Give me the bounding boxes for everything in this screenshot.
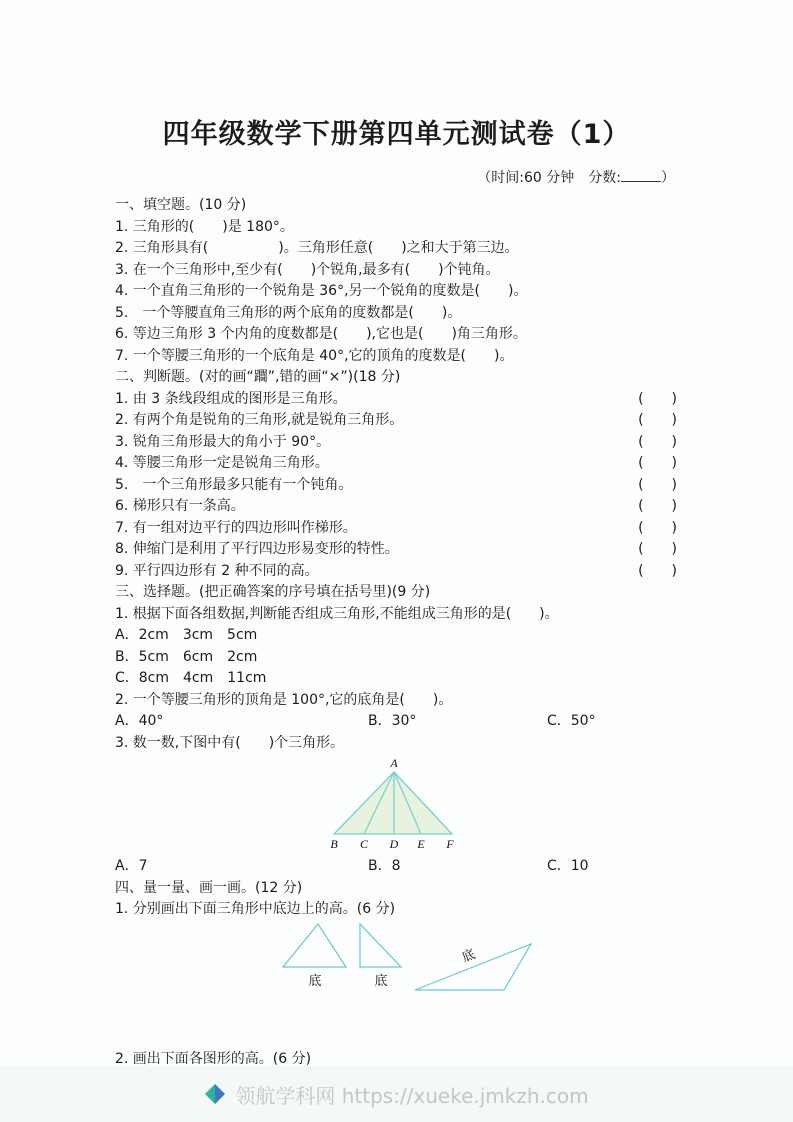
judge-item — [115, 475, 677, 497]
section4-heading: 四、量一量、画一画。(12 分) — [115, 879, 303, 896]
choice-options-row — [115, 856, 677, 878]
judge-item — [115, 496, 677, 518]
answer-bracket: ( ) — [638, 498, 677, 514]
section3-heading: 三、选择题。(把正确答案的序号填在括号里)(9 分) — [115, 584, 431, 600]
base-label: 底 — [460, 946, 478, 966]
fill-item: 2. 三角形具有( )。三角形任意( )之和大于第三边。 — [115, 240, 519, 256]
judge-text: 6. 梯形只有一条高。 — [115, 498, 245, 514]
triangle-shape — [360, 924, 401, 967]
paper-body — [0, 187, 793, 1070]
judge-text: 8. 伸缩门是利用了平行四边形易变形的特性。 — [115, 541, 399, 557]
vertex-label-F: F — [446, 837, 454, 851]
obtuse-triangle-svg — [414, 943, 540, 993]
meta-suffix: ） — [661, 170, 675, 186]
site-watermark — [0, 1066, 793, 1122]
answer-bracket: ( ) — [638, 541, 677, 557]
answer-bracket: ( ) — [638, 455, 677, 471]
answer-bracket: ( ) — [638, 412, 677, 428]
judge-item — [115, 432, 677, 454]
answer-bracket: ( ) — [638, 519, 677, 536]
fill-item: 6. 等边三角形 3 个内角的度数都是( ),它也是( )角三角形。 — [115, 326, 527, 342]
vertex-label-D: D — [389, 837, 399, 851]
base-label: 底 — [308, 974, 322, 989]
choice-option: B．8 — [368, 858, 401, 874]
fill-item: 3. 在一个三角形中,至少有( )个锐角,最多有( )个钝角。 — [115, 261, 500, 278]
triangle-figure-svg — [326, 756, 466, 852]
vertex-label-C: C — [359, 837, 369, 851]
judge-text: 3. 锐角三角形最大的角小于 90°。 — [115, 433, 331, 450]
triangle-shape — [283, 924, 346, 967]
logo-left-half — [205, 1084, 215, 1104]
choice-question-3: 3. 数一数,下图中有( )个三角形。 — [115, 734, 345, 751]
judge-item — [115, 518, 677, 540]
draw-question-2: 2. 画出下面各图形的高。(6 分) — [115, 1050, 312, 1067]
acute-triangle-svg — [282, 923, 348, 969]
score-blank — [621, 169, 661, 182]
logo-right-half — [215, 1084, 225, 1104]
fill-item: 4. 一个直角三角形的一个锐角是 36°,另一个锐角的度数是( )。 — [115, 283, 528, 299]
fill-item: 7. 一个等腰三角形的一个底角是 40°,它的顶角的度数是( )。 — [115, 347, 514, 364]
time-score-line — [0, 167, 793, 187]
judge-text: 4. 等腰三角形一定是锐角三角形。 — [115, 455, 329, 471]
base-label: 底 — [374, 974, 388, 989]
judge-text: 2. 有两个角是锐角的三角形,就是锐角三角形。 — [115, 412, 404, 428]
choice-option: C．10 — [547, 858, 589, 874]
answer-bracket: ( ) — [638, 390, 677, 407]
section1-heading: 一、填空题。(10 分) — [115, 197, 247, 213]
judge-item — [115, 453, 677, 475]
meta-prefix: （时间:60 分钟 分数: — [477, 170, 621, 186]
right-triangle-svg — [359, 923, 403, 969]
site-logo-icon — [204, 1083, 226, 1105]
choice-option: C．50° — [547, 713, 596, 729]
judge-text: 5. 一个三角形最多只能有一个钝角。 — [115, 476, 353, 493]
choice-option: A．7 — [115, 858, 148, 874]
page-title: 四年级数学下册第四单元测试卷（1） — [162, 119, 631, 150]
answer-bracket: ( ) — [638, 562, 677, 579]
site-watermark-text: 领航学科网 https://xueke.jmkzh.com — [235, 1083, 589, 1108]
choice-option: B．5cm 6cm 2cm — [115, 648, 258, 665]
draw-figure-1 — [282, 923, 348, 993]
answer-bracket: ( ) — [638, 476, 677, 493]
section2-heading: 二、判断题。(对的画“躢”,错的画“×”)(18 分) — [115, 369, 401, 385]
choice-option: B．30° — [368, 713, 417, 729]
answer-bracket: ( ) — [638, 433, 677, 450]
choice-options-row — [115, 711, 677, 733]
draw-figures-row — [282, 931, 677, 993]
draw-figure-2 — [359, 923, 403, 993]
judge-text: 7. 有一组对边平行的四边形叫作梯形。 — [115, 519, 357, 536]
judge-item — [115, 561, 677, 583]
triangle-count-figure — [115, 756, 677, 856]
judge-text: 9. 平行四边形有 2 种不同的高。 — [115, 562, 319, 579]
choice-option: C．8cm 4cm 11cm — [115, 670, 267, 686]
judge-item — [115, 410, 677, 432]
choice-option: A．40° — [115, 713, 164, 729]
fill-item: 1. 三角形的( )是 180°。 — [115, 218, 294, 235]
choice-option: A．2cm 3cm 5cm — [115, 627, 258, 643]
vertex-label-E: E — [417, 837, 425, 851]
judge-item — [115, 389, 677, 411]
vertex-label-A: A — [390, 756, 398, 770]
fill-item: 5. 一个等腰直角三角形的两个底角的度数都是( )。 — [115, 304, 462, 321]
judge-text: 1. 由 3 条线段组成的图形是三角形。 — [115, 390, 347, 407]
judge-item — [115, 539, 677, 561]
triangle-outline — [334, 772, 452, 834]
draw-figure-3 — [414, 943, 540, 993]
vertex-label-B: B — [330, 837, 338, 851]
choice-question-2: 2. 一个等腰三角形的顶角是 100°,它的底角是( )。 — [115, 691, 453, 708]
draw-question-1: 1. 分别画出下面三角形中底边上的高。(6 分) — [115, 901, 396, 917]
choice-question-1: 1. 根据下面各组数据,判断能否组成三角形,不能组成三角形的是( )。 — [115, 605, 559, 622]
